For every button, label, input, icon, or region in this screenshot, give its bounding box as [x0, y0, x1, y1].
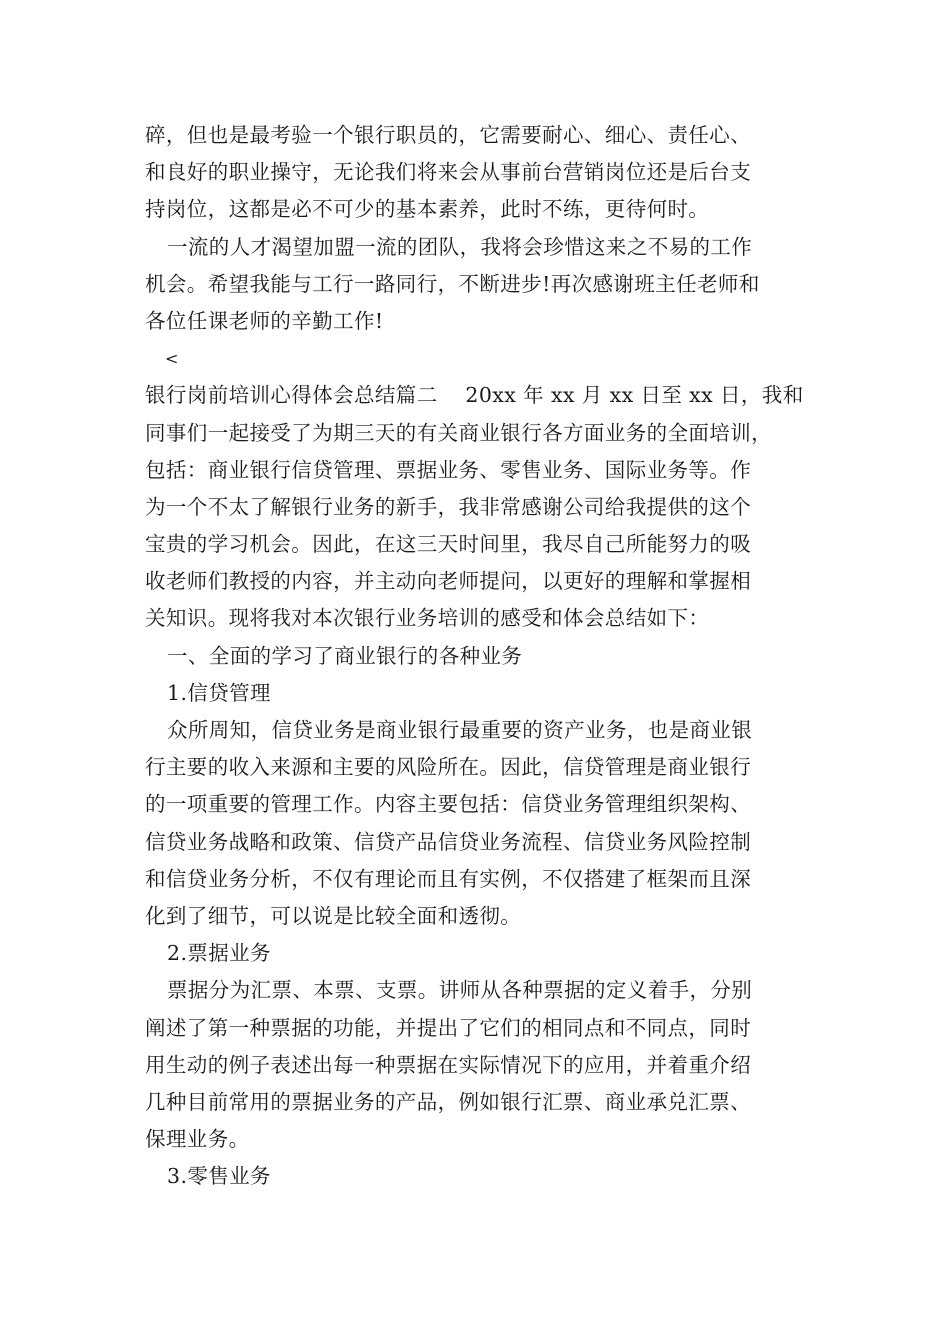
text-line: 关知识。现将我对本次银行业务培训的感受和体会总结如下： — [145, 606, 710, 631]
text-line: 行主要的收入来源和主要的风险所在。因此，信贷管理是商业银行 — [145, 755, 752, 780]
text-line: 票据分为汇票、本票、支票。讲师从各种票据的定义着手，分别 — [167, 978, 753, 1003]
text-line: 化到了细节，可以说是比较全面和透彻。 — [145, 903, 522, 928]
text-line: 一流的人才渴望加盟一流的团队，我将会珍惜这来之不易的工作 — [167, 234, 753, 259]
subheading-line: 一、全面的学习了商业银行的各种业务 — [167, 643, 523, 668]
text-line: 几种目前常用的票据业务的产品，例如银行汇票、商业承兑汇票、 — [145, 1089, 752, 1114]
text-line: 机会。希望我能与工行一路同行，不断进步!再次感谢班主任老师和 — [145, 271, 760, 296]
text-line: 众所周知，信贷业务是商业银行最重要的资产业务，也是商业银 — [167, 718, 753, 742]
text-line: 碎，但也是最考验一个银行职员的，它需要耐心、细心、责任心、 — [145, 123, 752, 147]
subheading-line: 1.信贷管理 — [167, 680, 271, 705]
section-heading-line: 银行岗前培训心得体会总结篇二 20xx 年 xx 月 xx 日至 xx 日，我和 — [145, 383, 804, 408]
subheading-line: 3.零售业务 — [167, 1164, 271, 1189]
subheading-line: 2.票据业务 — [167, 941, 271, 966]
text-line: 包括：商业银行信贷管理、票据业务、零售业务、国际业务等。作 — [145, 457, 752, 482]
text-line: < — [165, 349, 179, 369]
text-line: 用生动的例子表述出每一种票据在实际情况下的应用，并着重介绍 — [145, 1052, 752, 1077]
text-line: 保理业务。 — [145, 1127, 250, 1152]
text-line: 阐述了第一种票据的功能，并提出了它们的相同点和不同点，同时 — [145, 1015, 752, 1040]
text-line: 宝贵的学习机会。因此，在这三天时间里，我尽自己所能努力的吸 — [145, 532, 752, 557]
text-line: 信贷业务战略和政策、信贷产品信贷业务流程、信贷业务风险控制 — [145, 829, 752, 854]
text-line: 同事们一起接受了为期三天的有关商业银行各方面业务的全面培训， — [145, 420, 772, 445]
text-line: 为一个不太了解银行业务的新手，我非常感谢公司给我提供的这个 — [145, 494, 752, 519]
text-line: 和信贷业务分析，不仅有理论而且有实例，不仅搭建了框架而且深 — [145, 866, 752, 891]
document-body — [145, 117, 817, 1195]
text-line: 持岗位，这都是必不可少的基本素养，此时不练，更待何时。 — [145, 197, 710, 222]
text-line: 和良好的职业操守，无论我们将来会从事前台营销岗位还是后台支 — [145, 160, 752, 185]
text-line: 各位任课老师的辛勤工作! — [145, 308, 384, 333]
text-line: 的一项重要的管理工作。内容主要包括：信贷业务管理组织架构、 — [145, 792, 752, 817]
text-line: 收老师们教授的内容，并主动向老师提问，以更好的理解和掌握相 — [145, 569, 752, 594]
